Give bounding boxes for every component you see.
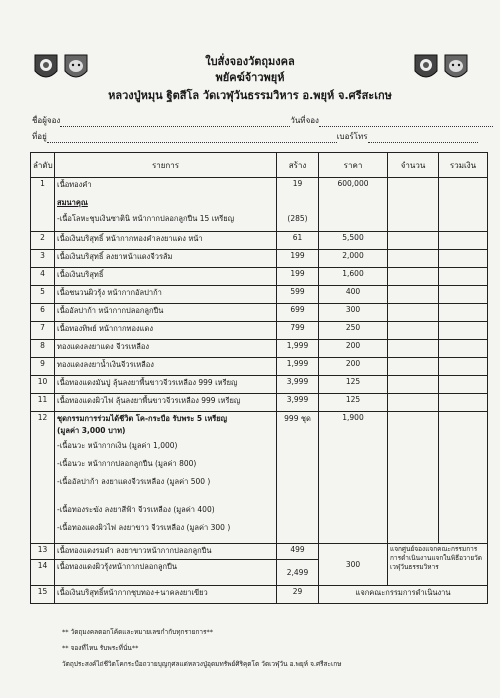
committee-note: แจกคณะกรรมการดำเนินงาน	[319, 586, 488, 604]
row-quantity-input[interactable]	[388, 358, 439, 376]
row-item: ทองแดงลงยาน้ำเงินจีวรเหลือง	[55, 358, 277, 376]
row-number: 9	[31, 358, 55, 376]
row-item: เนื้อเงินบริสุทธิ์	[55, 268, 277, 286]
row-item: เนื้อทองทิพย์ หน้ากากทองแดง	[55, 322, 277, 340]
set-line: -เนื้อทองแดงผิวไฟ ลงยาขาว จีวรเหลือง (มูลค่า 300 )	[57, 523, 231, 532]
phone-label: เบอร์โทร	[336, 132, 368, 141]
row-price: 400	[319, 286, 388, 304]
bonus-count: (285)	[287, 214, 308, 223]
row-made: 199	[277, 250, 319, 268]
row-made: 3,999	[277, 394, 319, 412]
row-total-input[interactable]	[439, 322, 488, 340]
row-made: 699	[277, 304, 319, 322]
row-quantity-input[interactable]	[388, 376, 439, 394]
row-price: 2,000	[319, 250, 388, 268]
set-title: ชุดกรรมการร่วมได้ชีวิต โค-กระบือ รับพระ 5 เหรียญ	[57, 414, 228, 423]
row-made: 199	[277, 268, 319, 286]
name-date-row	[32, 114, 493, 127]
row-quantity-input[interactable]	[388, 304, 439, 322]
row-item: เนื้อชนวนผิวรุ้ง หน้ากากอัลปาก้า	[55, 286, 277, 304]
row-item	[55, 412, 277, 544]
set-line: -เนื้อนวะ หน้ากากเงิน (มูลค่า 1,000)	[57, 441, 178, 450]
row-item: เนื้อเงินบริสุทธิ์หน้ากากชุบทอง+นาคลงยาเขียว	[55, 586, 277, 604]
row-made: 599	[277, 286, 319, 304]
footer-pickup-note: ** จองที่ไหน รับพระที่นั่น**	[62, 644, 139, 652]
row-price: 5,500	[319, 232, 388, 250]
row-item: เนื้ออัลปาก้า หน้ากากปลอกลูกปืน	[55, 304, 277, 322]
row-total-input[interactable]	[439, 358, 488, 376]
row-number: 8	[31, 340, 55, 358]
row-made: 3,999	[277, 376, 319, 394]
table-row	[31, 304, 488, 322]
set-line: -เนื้อทองระฆัง ลงยาสีฟ้า จีวรเหลือง (มูลค่า 400)	[57, 505, 215, 514]
row-item: เนื้อทองแดงผิวไฟ ลุ้นลงยาพื้นขาวจีวรเหลือง 999 เหรียญ	[55, 394, 277, 412]
row-item: เนื้อทองแดงผิวรุ้งหน้ากากปลอกลูกปืน	[55, 560, 277, 586]
form-subtitle: พยัคฆ์จ้าวพยุห์	[215, 71, 285, 84]
table-header-row	[31, 153, 488, 178]
row-number: 3	[31, 250, 55, 268]
row-made: 799	[277, 322, 319, 340]
col-header-total: รวมเงิน	[439, 153, 488, 178]
row-total-input[interactable]	[439, 250, 488, 268]
row-price: 1,900	[319, 412, 388, 544]
bonus-item: -เนื้อโลหะชุบเงินซาตินิ หน้ากากปลอกลูกปืน 15 เหรียญ	[57, 214, 235, 223]
order-table	[30, 152, 488, 604]
table-row	[31, 322, 488, 340]
phone-field[interactable]	[368, 134, 478, 143]
row-total-input[interactable]	[439, 232, 488, 250]
row-number: 2	[31, 232, 55, 250]
row-total-input[interactable]	[439, 340, 488, 358]
row-quantity-input[interactable]	[388, 340, 439, 358]
table-row	[31, 340, 488, 358]
row-item: เนื้อทองแดงมันปู ลุ้นลงยาพื้นขาวจีวรเหลือง 999 เหรียญ	[55, 376, 277, 394]
table-row	[31, 544, 488, 560]
col-header-item: รายการ	[55, 153, 277, 178]
table-row	[31, 586, 488, 604]
row-quantity-input[interactable]	[388, 268, 439, 286]
row-total-input[interactable]	[439, 286, 488, 304]
row-made: 2,499	[277, 560, 319, 586]
col-header-no: ลำดับ	[31, 153, 55, 178]
row-price: 600,000	[319, 178, 388, 232]
table-row	[31, 268, 488, 286]
row-quantity-input[interactable]	[388, 232, 439, 250]
row-total-input[interactable]	[439, 412, 488, 544]
name-field[interactable]	[60, 118, 290, 127]
table-row	[31, 286, 488, 304]
row-item: เนื้อเงินบริสุทธิ์ ลงยาหน้าแดงจีวรส้ม	[55, 250, 277, 268]
row-number: 5	[31, 286, 55, 304]
row-item	[55, 178, 277, 232]
row-number: 14	[31, 560, 55, 586]
monk-temple-line: หลวงปู่หมุน ฐิตสีโล วัดเวฬุวันธรรมวิหาร อ.พยุห์ จ.ศรีสะเกษ	[108, 89, 392, 102]
row-item: ทองแดงลงยาแดง จีวรเหลือง	[55, 340, 277, 358]
row-quantity-input[interactable]	[388, 178, 439, 232]
row-made: 499	[277, 544, 319, 560]
form-title: ใบสั่งจองวัตถุมงคล	[205, 55, 295, 68]
row-number: 6	[31, 304, 55, 322]
distribution-note: แจกศูนย์จองแจกคณะกรรมการการดำเนินงานแจกในพิธีอวายวัดเวฬุวันธรรมวิหาร	[388, 544, 488, 586]
row-made	[277, 178, 319, 232]
row-number: 1	[31, 178, 55, 232]
footer-code-note: ** วัตถุมงคลตอกโค้ดและหมายเลขกำกับทุกรายการ**	[62, 628, 214, 636]
row-price: 300	[319, 304, 388, 322]
table-row	[31, 412, 488, 544]
row-number: 7	[31, 322, 55, 340]
row-made: 1,999	[277, 340, 319, 358]
row-made: 61	[277, 232, 319, 250]
row-price: 125	[319, 376, 388, 394]
row-quantity-input[interactable]	[388, 412, 439, 544]
col-header-price: ราคา	[319, 153, 388, 178]
address-label: ที่อยู่	[32, 132, 47, 141]
set-line: -เนื้อนวะ หน้ากากปลอกลูกปืน (มูลค่า 800)	[57, 459, 197, 468]
date-field[interactable]	[319, 118, 493, 127]
table-row	[31, 394, 488, 412]
row-price: 1,600	[319, 268, 388, 286]
row-number: 4	[31, 268, 55, 286]
table-row	[31, 250, 488, 268]
row-number: 15	[31, 586, 55, 604]
row-quantity-input[interactable]	[388, 322, 439, 340]
name-label: ชื่อผู้จอง	[32, 116, 61, 125]
col-header-quantity: จำนวน	[388, 153, 439, 178]
item-name: เนื้อทองคำ	[57, 180, 92, 189]
row-price: 200	[319, 340, 388, 358]
row-price: 125	[319, 394, 388, 412]
row-item: เนื้อทองแดงรมดำ ลงยาขาวหน้ากากปลอกลูกปืน	[55, 544, 277, 560]
table-row	[31, 376, 488, 394]
row-price: 300	[319, 544, 388, 586]
row-number: 13	[31, 544, 55, 560]
row-number: 10	[31, 376, 55, 394]
row-made: 29	[277, 586, 319, 604]
row-quantity-input[interactable]	[388, 286, 439, 304]
row-total-input[interactable]	[439, 394, 488, 412]
set-line: -เนื้ออัลปาก้า ลงยาแดงจีวรเหลือง (มูลค่า 500 )	[57, 477, 211, 486]
set-value: (มูลค่า 3,000 บาท)	[57, 426, 126, 435]
table-row	[31, 358, 488, 376]
row-price: 200	[319, 358, 388, 376]
row-total-input[interactable]	[439, 304, 488, 322]
row-quantity-input[interactable]	[388, 250, 439, 268]
footer-purpose-note: วัตถุประสงค์ไถ่ชีวิตโคกระบือถวายบุญกุศลแด่หลวงปู่อุดมทรัพย์ศิริคุตโต วัดเวฬุวัน อ.พยุห์ จ.ศรีสะเกษ	[62, 660, 342, 668]
row-made: 1,999	[277, 358, 319, 376]
row-quantity-input[interactable]	[388, 394, 439, 412]
row-price: 250	[319, 322, 388, 340]
col-header-made: สร้าง	[277, 153, 319, 178]
row-total-input[interactable]	[439, 268, 488, 286]
table-row	[31, 178, 488, 232]
date-label: วันที่จอง	[290, 116, 319, 125]
row-total-input[interactable]	[439, 376, 488, 394]
row-total-input[interactable]	[439, 178, 488, 232]
row-number: 11	[31, 394, 55, 412]
bonus-heading: สมนาคุณ	[57, 198, 88, 207]
made-count: 19	[292, 179, 303, 188]
row-number: 12	[31, 412, 55, 544]
row-made: 999 ชุด	[277, 412, 319, 544]
address-field[interactable]	[47, 134, 337, 143]
row-item: เนื้อเงินบริสุทธิ์ หน้ากากทองคำลงยาแดง หน้า	[55, 232, 277, 250]
address-phone-row	[32, 130, 478, 143]
table-row	[31, 232, 488, 250]
